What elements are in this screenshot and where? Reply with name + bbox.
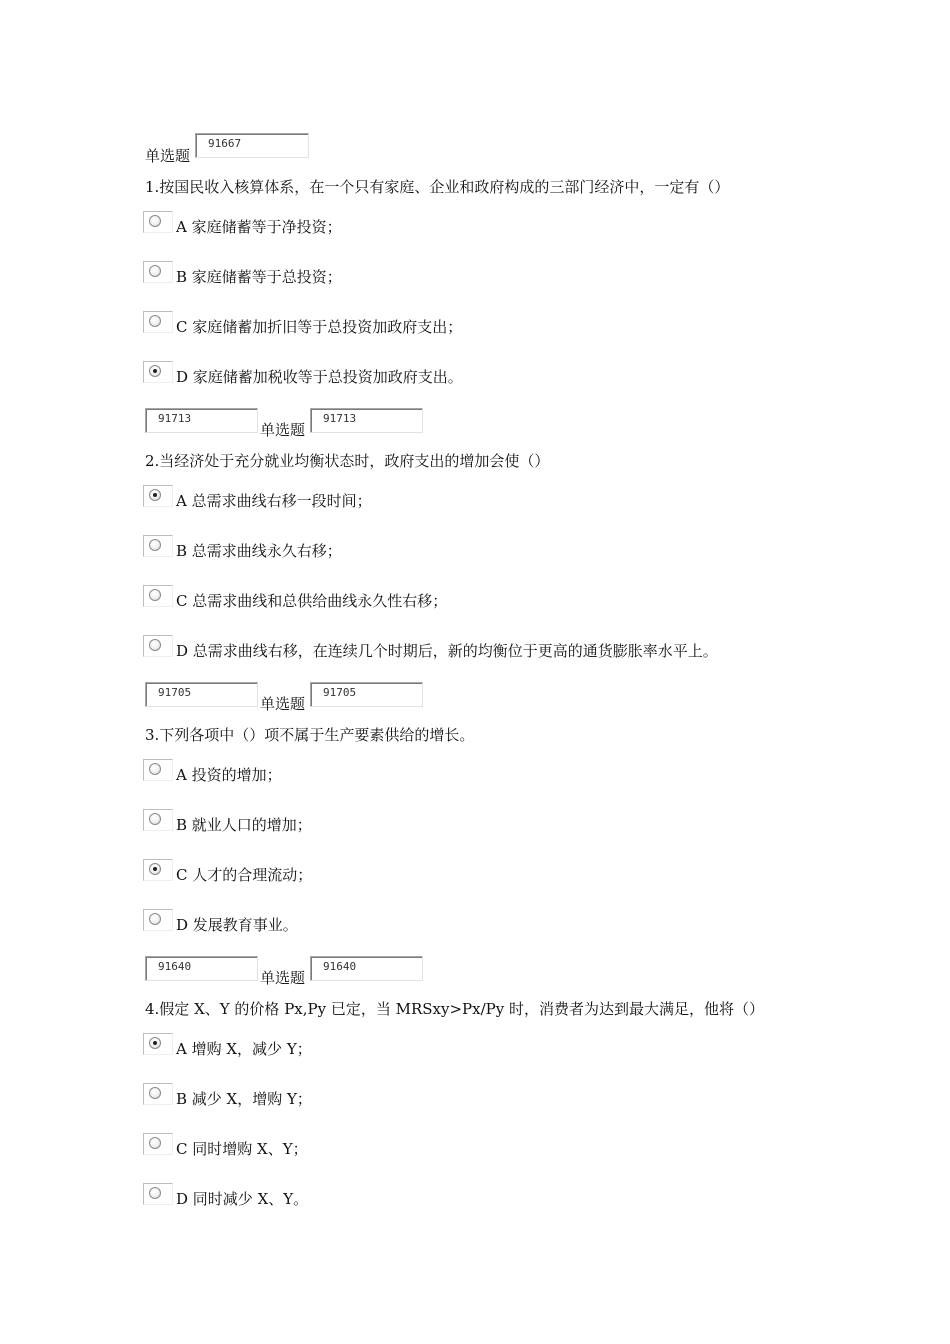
option-label: B 减少 X，增购 Y；	[176, 1090, 312, 1108]
question-type-label: 单选题	[145, 147, 191, 165]
question-id-field[interactable]: 91640	[310, 956, 423, 981]
question-type-label: 单选题	[260, 695, 306, 713]
question-type-label: 单选题	[260, 421, 306, 439]
radio-button[interactable]	[149, 265, 161, 277]
radio-button[interactable]	[149, 639, 161, 651]
question-id-field[interactable]: 91640	[145, 956, 258, 981]
option-label: C 同时增购 X、Y；	[176, 1140, 308, 1158]
option-label: C 总需求曲线和总供给曲线永久性右移；	[176, 592, 448, 610]
question-id-field[interactable]: 91667	[195, 133, 309, 158]
option-label: C 家庭储蓄加折旧等于总投资加政府支出；	[176, 318, 463, 336]
radio-button-checked[interactable]	[149, 489, 161, 501]
radio-button-checked[interactable]	[149, 1037, 161, 1049]
option-label: A 家庭储蓄等于净投资；	[176, 218, 342, 236]
radio-button-checked[interactable]	[149, 863, 161, 875]
option-label: B 就业人口的增加；	[176, 816, 312, 834]
radio-button[interactable]	[149, 813, 161, 825]
option-label: D 发展教育事业。	[176, 916, 298, 934]
radio-button[interactable]	[149, 913, 161, 925]
option-label: A 投资的增加；	[176, 766, 282, 784]
radio-button[interactable]	[149, 215, 161, 227]
question-text: 2.当经济处于充分就业均衡状态时，政府支出的增加会使（）	[145, 452, 550, 470]
question-text: 3.下列各项中（）项不属于生产要素供给的增长。	[145, 726, 475, 744]
question-type-label: 单选题	[260, 969, 306, 987]
question-text: 4.假定 X、Y 的价格 Px,Py 已定，当 MRSxy>Px/Py 时，消费者为达到最大满足，他将（）	[145, 1000, 764, 1018]
radio-button[interactable]	[149, 1187, 161, 1199]
radio-button[interactable]	[149, 539, 161, 551]
option-label: A 增购 X，减少 Y；	[176, 1040, 312, 1058]
radio-button[interactable]	[149, 315, 161, 327]
question-id-field[interactable]: 91705	[145, 682, 258, 707]
radio-button-checked[interactable]	[149, 365, 161, 377]
radio-button[interactable]	[149, 589, 161, 601]
question-id-field[interactable]: 91713	[145, 408, 258, 433]
option-label: B 总需求曲线永久右移；	[176, 542, 342, 560]
option-label: D 家庭储蓄加税收等于总投资加政府支出。	[176, 368, 463, 386]
radio-button[interactable]	[149, 1137, 161, 1149]
radio-button[interactable]	[149, 1087, 161, 1099]
option-label: D 同时减少 X、Y。	[176, 1190, 309, 1208]
option-label: A 总需求曲线右移一段时间；	[176, 492, 372, 510]
radio-button[interactable]	[149, 763, 161, 775]
option-label: D 总需求曲线右移，在连续几个时期后，新的均衡位于更高的通货膨胀率水平上。	[176, 642, 718, 660]
question-id-field[interactable]: 91705	[310, 682, 423, 707]
option-label: B 家庭储蓄等于总投资；	[176, 268, 342, 286]
question-id-field[interactable]: 91713	[310, 408, 423, 433]
question-text: 1.按国民收入核算体系，在一个只有家庭、企业和政府构成的三部门经济中，一定有（）	[145, 178, 730, 196]
option-label: C 人才的合理流动；	[176, 866, 313, 884]
